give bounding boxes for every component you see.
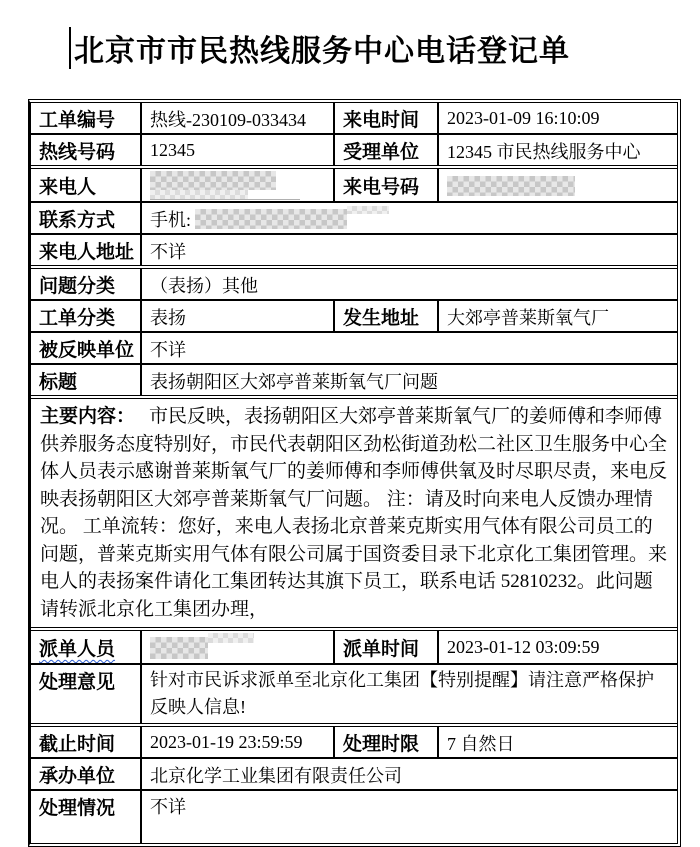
row-caller <box>31 165 677 201</box>
handler-label: 承办单位 <box>39 766 116 787</box>
order-cat-label: 工单分类 <box>39 308 116 329</box>
document-title-row <box>69 26 570 70</box>
opinion-label: 处理意见 <box>39 672 116 693</box>
subject-value: 表扬朝阳区大郊亭普莱斯氧气厂问题 <box>140 365 677 395</box>
redaction-mosaic <box>347 206 389 214</box>
registration-form-table <box>28 99 681 847</box>
redaction-mosaic <box>150 190 248 199</box>
accept-unit-label: 受理单位 <box>333 135 437 165</box>
opinion-value-cell <box>140 665 677 723</box>
call-time-value: 2023-01-09 16:10:09 <box>437 103 677 133</box>
time-limit-label: 处理时限 <box>333 727 437 757</box>
status-value: 不详 <box>140 791 677 843</box>
dispatcher-label: 派单人员 <box>39 639 116 660</box>
contact-prefix: 手机: <box>150 209 192 230</box>
row-order-cat <box>31 299 677 331</box>
caller-no-label: 来电号码 <box>333 169 437 201</box>
order-cat-value: 表扬 <box>140 301 333 331</box>
main-content-text: 市民反映，表扬朝阳区大郊亭普莱斯氧气厂的姜师傅和李师傅供养服务态度特别好，市民代表朝阳区劲松街道劲松二社区卫生服务中心全体人员表示感谢普莱斯氧气厂的姜师傅和李师傅供氧及时尽职尽责，来电反映表扬朝阳区大郊亭普莱斯氧气厂问题。 注：请及时向来电人反馈办理情况。 工单流转：您好，来电人表扬北京普莱克斯实用气体有限公司员工的问题，普莱克斯实用气体有限公司属于国资委目录下北京化工集团管理。来电人的表扬案件请化工集团转达其旗下员工，联系电话 52810232。此问题请转派北京化工集团办理， <box>40 406 668 620</box>
problem-cat-value: （表扬）其他 <box>140 269 677 299</box>
text-cursor <box>69 27 71 69</box>
row-problem-cat <box>31 265 677 299</box>
row-subject <box>31 363 677 395</box>
status-label: 处理情况 <box>39 798 116 819</box>
row-reported-unit <box>31 331 677 363</box>
caller-label: 来电人 <box>39 177 97 198</box>
deadline-label: 截止时间 <box>39 734 116 755</box>
dispatcher-value-cell <box>140 631 333 663</box>
main-content-cell <box>31 399 677 627</box>
row-deadline <box>31 723 677 757</box>
redacted-dispatcher-name <box>150 637 208 659</box>
contact-value-cell <box>140 203 677 233</box>
handler-value: 北京化学工业集团有限责任公司 <box>140 759 677 789</box>
page-title: 北京市市民热线服务中心电话登记单 <box>74 35 570 68</box>
row-dispatcher <box>31 627 677 663</box>
row-opinion <box>31 663 677 723</box>
subject-label: 标题 <box>39 372 78 393</box>
dispatcher-label-cell <box>31 631 140 663</box>
redacted-phone-number <box>195 209 347 229</box>
caller-addr-value: 不详 <box>140 235 677 265</box>
row-contact <box>31 201 677 233</box>
call-time-label: 来电时间 <box>333 103 437 133</box>
reported-unit-value: 不详 <box>140 333 677 363</box>
problem-cat-label: 问题分类 <box>39 276 116 297</box>
row-order-no <box>31 103 677 133</box>
hotline-value: 12345 <box>140 135 333 165</box>
redaction-mosaic <box>150 171 276 190</box>
hotline-label: 热线号码 <box>39 142 116 163</box>
redaction-mosaic <box>208 633 254 643</box>
redacted-caller-number <box>447 176 575 196</box>
caller-addr-label: 来电人地址 <box>39 242 135 263</box>
main-content-label: 主要内容： <box>40 406 136 427</box>
location-label: 发生地址 <box>333 301 437 331</box>
contact-label: 联系方式 <box>39 210 116 231</box>
row-handler <box>31 757 677 789</box>
location-value: 大郊亭普莱斯氧气厂 <box>437 301 677 331</box>
opinion-value: 针对市民诉求派单至北京化工集团【特别提醒】请注意严格保护反映人信息! <box>150 670 654 717</box>
time-limit-value: 7 自然日 <box>437 727 677 757</box>
order-no-label: 工单编号 <box>39 110 116 131</box>
row-hotline <box>31 133 677 165</box>
dispatch-time-value: 2023-01-12 03:09:59 <box>437 631 677 663</box>
order-no-value: 热线-230109-033434 <box>140 103 333 133</box>
reported-unit-label: 被反映单位 <box>39 340 135 361</box>
row-caller-addr <box>31 233 677 265</box>
row-main-content <box>31 395 677 627</box>
dispatch-time-label: 派单时间 <box>333 631 437 663</box>
caller-value-cell <box>140 169 333 201</box>
deadline-value: 2023-01-19 23:59:59 <box>140 727 333 757</box>
accept-unit-value: 12345 市民热线服务中心 <box>437 135 677 165</box>
caller-no-value-cell <box>437 169 677 201</box>
redacted-caller-name <box>150 171 300 200</box>
row-status <box>31 789 677 843</box>
